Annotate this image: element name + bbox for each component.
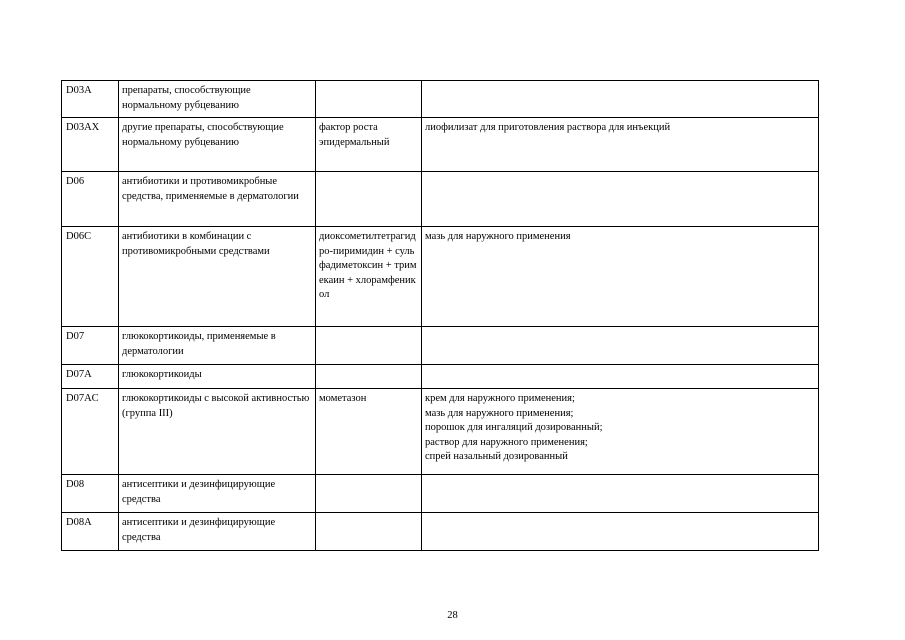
drug-table (61, 80, 819, 551)
dosage-forms-cell (422, 227, 819, 327)
table-row (62, 389, 819, 475)
dosage-form-line: мазь для наружного применения; (425, 407, 574, 419)
dosage-form-line: порошок для ингаляций дозированный; (425, 422, 603, 433)
dosage-forms-cell (422, 475, 819, 513)
atc-code-cell: D07AC (62, 389, 119, 475)
pharmacological-group-cell: глюкокортикоиды (119, 365, 316, 389)
active-substance-cell (316, 365, 422, 389)
table-row (62, 513, 819, 551)
dosage-form-line: лиофилизат для приготовления раствора для инъекций (425, 122, 671, 133)
atc-code-cell: D07 (62, 327, 119, 365)
table-row (62, 118, 819, 172)
atc-code-cell: D08A (62, 513, 119, 551)
dosage-forms-cell (422, 327, 819, 365)
table-row (62, 172, 819, 227)
pharmacological-group-cell: антисептики и дезинфицирующие средства (119, 513, 316, 551)
dosage-forms-cell (422, 118, 819, 172)
atc-code-cell: D03AX (62, 118, 119, 172)
atc-code-cell: D06C (62, 227, 119, 327)
page-number: 28 (447, 610, 458, 621)
pharmacological-group-cell: глюкокортикоиды, применяемые в дерматологии (119, 327, 316, 365)
pharmacological-group-cell: другие препараты, способствующие нормальному рубцеванию (119, 118, 316, 172)
table-row (62, 475, 819, 513)
dosage-form-line: спрей назальный дозированный (425, 451, 568, 462)
dosage-forms-cell (422, 513, 819, 551)
active-substance-cell (316, 327, 422, 365)
atc-code-cell: D03A (62, 81, 119, 118)
pharmacological-group-cell: препараты, способствующие нормальному рубцеванию (119, 81, 316, 118)
dosage-form-line: крем для наружного применения; (425, 393, 575, 404)
atc-code-cell: D06 (62, 172, 119, 227)
active-substance-cell (316, 513, 422, 551)
table-row (62, 81, 819, 118)
pharmacological-group-cell: антибиотики в комбинации с противомикробными средствами (119, 227, 316, 327)
dosage-forms-cell (422, 365, 819, 389)
active-substance-cell: диоксометилтетрагидро-пиримидин + сульфадиметоксин + тримекаин + хлорамфеникол (316, 227, 422, 327)
pharmacological-group-cell: антисептики и дезинфицирующие средства (119, 475, 316, 513)
dosage-forms-cell (422, 172, 819, 227)
pharmacological-group-cell: антибиотики и противомикробные средства, применяемые в дерматологии (119, 172, 316, 227)
active-substance-cell: фактор роста эпидермальный (316, 118, 422, 172)
active-substance-cell (316, 475, 422, 513)
active-substance-cell: мометазон (316, 389, 422, 475)
dosage-form-line: мазь для наружного применения (425, 231, 571, 242)
atc-code-cell: D08 (62, 475, 119, 513)
atc-code-cell: D07A (62, 365, 119, 389)
table-row (62, 365, 819, 389)
dosage-form-line: раствор для наружного применения; (425, 436, 588, 448)
table-row (62, 327, 819, 365)
dosage-forms-cell (422, 389, 819, 475)
dosage-forms-cell (422, 81, 819, 118)
pharmacological-group-cell: глюкокортикоиды с высокой активностью (группа III) (119, 389, 316, 475)
active-substance-cell (316, 172, 422, 227)
table-row (62, 227, 819, 327)
active-substance-cell (316, 81, 422, 118)
